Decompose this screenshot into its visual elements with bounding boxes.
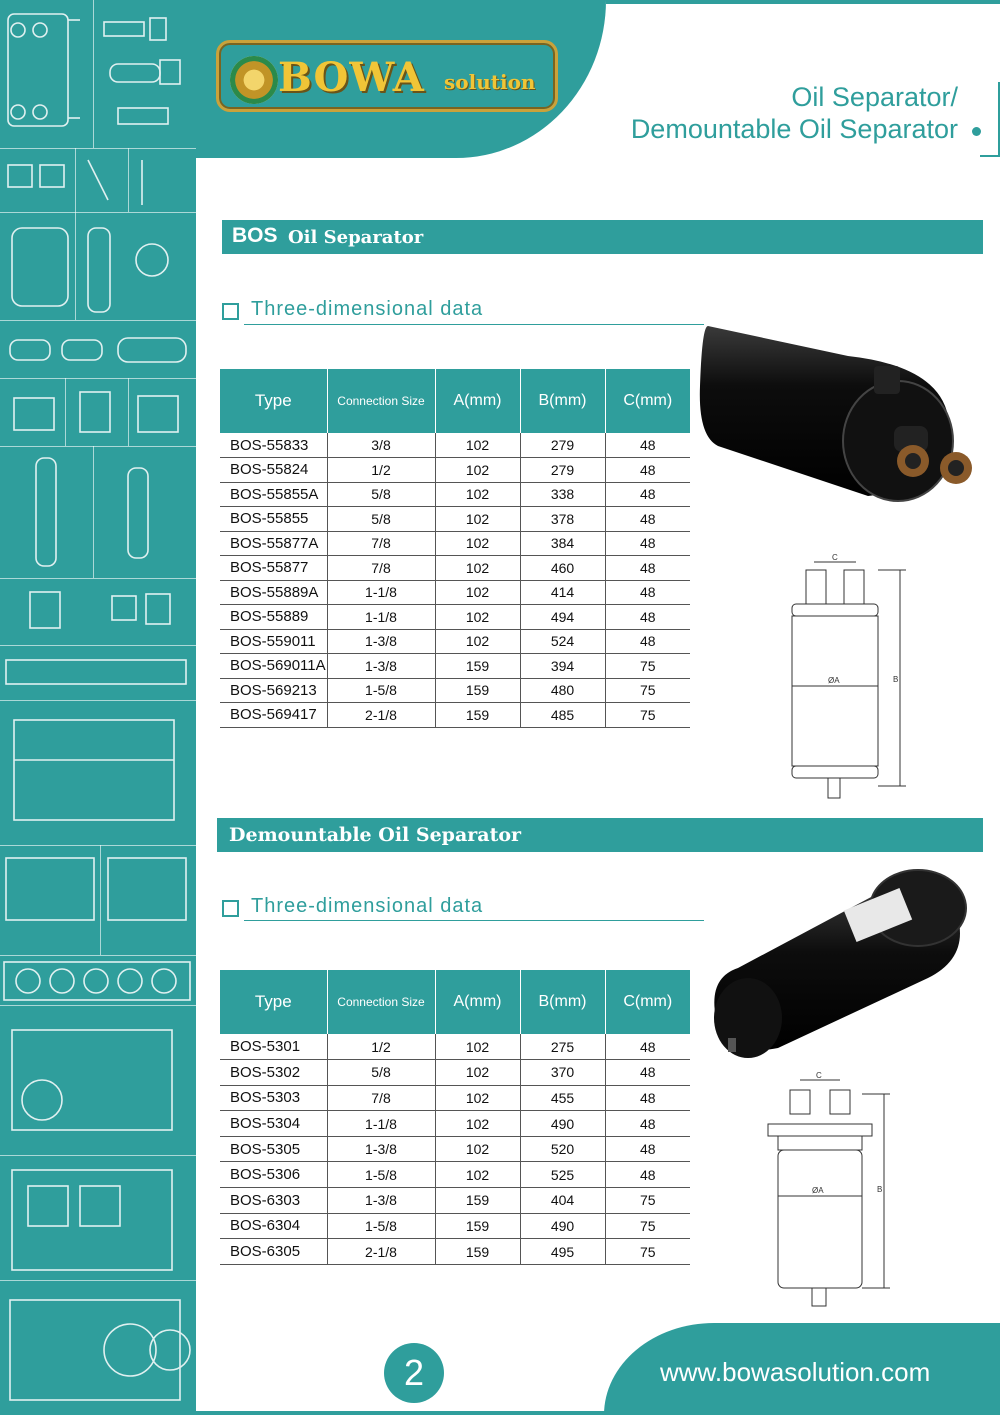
col-c-cell: 48 bbox=[605, 458, 690, 483]
col-c-cell: 48 bbox=[605, 629, 690, 654]
col-a-cell: 102 bbox=[435, 482, 520, 507]
col-connection-size-cell: 7/8 bbox=[327, 556, 435, 581]
label-a: ØA bbox=[828, 676, 840, 685]
col-connection-size-cell: 5/8 bbox=[327, 507, 435, 532]
spec-table-demountable bbox=[220, 970, 690, 1265]
table-row bbox=[220, 507, 690, 532]
title-bullet-icon bbox=[972, 127, 981, 136]
col-a-cell: 102 bbox=[435, 1034, 520, 1060]
col-c-cell: 48 bbox=[605, 507, 690, 532]
col-a-cell: 102 bbox=[435, 556, 520, 581]
col-a-cell: 102 bbox=[435, 605, 520, 630]
col-c-cell: 48 bbox=[605, 482, 690, 507]
sidebar-product-gallery bbox=[0, 0, 196, 1415]
col-b-cell: 394 bbox=[520, 654, 605, 679]
col-type-cell: BOS-569011A bbox=[220, 654, 327, 679]
col-a-header: A(mm) bbox=[435, 970, 520, 1034]
col-c-cell: 48 bbox=[605, 1111, 690, 1137]
col-type-cell: BOS-55889 bbox=[220, 605, 327, 630]
col-type-cell: BOS-6303 bbox=[220, 1188, 327, 1214]
label-c: C bbox=[832, 553, 838, 562]
col-connection-size-cell: 1-1/8 bbox=[327, 605, 435, 630]
col-connection-size-cell: 1-1/8 bbox=[327, 580, 435, 605]
table-row bbox=[220, 1239, 690, 1265]
col-connection-size-cell: 1-5/8 bbox=[327, 1162, 435, 1188]
col-c-header: C(mm) bbox=[605, 970, 690, 1034]
col-a-cell: 159 bbox=[435, 654, 520, 679]
col-c-cell: 75 bbox=[605, 678, 690, 703]
col-c-cell: 48 bbox=[605, 433, 690, 458]
col-b-cell: 525 bbox=[520, 1162, 605, 1188]
col-b-cell: 384 bbox=[520, 531, 605, 556]
col-a-cell: 159 bbox=[435, 1239, 520, 1265]
section-title: Oil Separator bbox=[288, 227, 424, 248]
col-type-cell: BOS-55824 bbox=[220, 458, 327, 483]
section-title: Demountable Oil Separator bbox=[229, 824, 522, 846]
col-b-cell: 338 bbox=[520, 482, 605, 507]
col-c-cell: 48 bbox=[605, 1162, 690, 1188]
label-b: B bbox=[893, 675, 899, 684]
section-title-bold: BOS bbox=[232, 224, 278, 247]
table-header-row bbox=[220, 369, 690, 433]
col-a-cell: 102 bbox=[435, 629, 520, 654]
table-header-row bbox=[220, 970, 690, 1034]
col-type-cell: BOS-5304 bbox=[220, 1111, 327, 1137]
product-photo-oil-separator bbox=[698, 296, 988, 516]
col-b-cell: 490 bbox=[520, 1213, 605, 1239]
col-b-header: B(mm) bbox=[520, 970, 605, 1034]
table-row bbox=[220, 1111, 690, 1137]
col-c-cell: 48 bbox=[605, 531, 690, 556]
col-b-cell: 275 bbox=[520, 1034, 605, 1060]
col-connection-size-cell: 1-3/8 bbox=[327, 1188, 435, 1214]
page-title-line1: Oil Separator/ bbox=[791, 82, 958, 112]
col-a-header: A(mm) bbox=[435, 369, 520, 433]
col-c-cell: 75 bbox=[605, 1239, 690, 1265]
table-row bbox=[220, 1136, 690, 1162]
col-b-cell: 455 bbox=[520, 1085, 605, 1111]
col-c-cell: 75 bbox=[605, 1213, 690, 1239]
section-bar-demountable bbox=[217, 818, 983, 852]
product-photo-demountable bbox=[708, 858, 978, 1058]
col-c-header: C(mm) bbox=[605, 369, 690, 433]
header-strip bbox=[606, 0, 1000, 4]
dimension-diagram-demountable bbox=[760, 1068, 900, 1318]
col-b-cell: 279 bbox=[520, 433, 605, 458]
col-type-header: Type bbox=[220, 970, 327, 1034]
col-connection-size-header: Connection Size bbox=[327, 970, 435, 1034]
table-row bbox=[220, 580, 690, 605]
col-connection-size-cell: 1-3/8 bbox=[327, 629, 435, 654]
col-b-cell: 460 bbox=[520, 556, 605, 581]
col-c-cell: 48 bbox=[605, 1085, 690, 1111]
table-row bbox=[220, 1060, 690, 1086]
col-b-cell: 480 bbox=[520, 678, 605, 703]
col-type-cell: BOS-6304 bbox=[220, 1213, 327, 1239]
col-type-cell: BOS-569417 bbox=[220, 703, 327, 728]
checkbox-square-icon bbox=[222, 303, 239, 320]
equipment-sketches bbox=[0, 0, 196, 1415]
section-bar-bos bbox=[222, 220, 983, 254]
col-connection-size-header: Connection Size bbox=[327, 369, 435, 433]
col-connection-size-cell: 1-5/8 bbox=[327, 678, 435, 703]
section-subheading: Three-dimensional data bbox=[251, 895, 484, 917]
col-connection-size-cell: 1-3/8 bbox=[327, 654, 435, 679]
col-b-cell: 279 bbox=[520, 458, 605, 483]
col-b-header: B(mm) bbox=[520, 369, 605, 433]
col-c-cell: 48 bbox=[605, 605, 690, 630]
col-type-header: Type bbox=[220, 369, 327, 433]
col-type-cell: BOS-6305 bbox=[220, 1239, 327, 1265]
section-subheading: Three-dimensional data bbox=[251, 298, 484, 320]
table-row bbox=[220, 1213, 690, 1239]
label-b: B bbox=[877, 1185, 883, 1194]
col-a-cell: 159 bbox=[435, 1213, 520, 1239]
col-type-cell: BOS-55877 bbox=[220, 556, 327, 581]
table-row bbox=[220, 629, 690, 654]
col-type-cell: BOS-55889A bbox=[220, 580, 327, 605]
footer-strip bbox=[196, 1411, 1000, 1415]
col-type-cell: BOS-55833 bbox=[220, 433, 327, 458]
table-row bbox=[220, 531, 690, 556]
col-b-cell: 490 bbox=[520, 1111, 605, 1137]
col-connection-size-cell: 2-1/8 bbox=[327, 1239, 435, 1265]
col-a-cell: 102 bbox=[435, 458, 520, 483]
col-a-cell: 102 bbox=[435, 1162, 520, 1188]
col-a-cell: 159 bbox=[435, 1188, 520, 1214]
col-connection-size-cell: 2-1/8 bbox=[327, 703, 435, 728]
col-type-cell: BOS-55855 bbox=[220, 507, 327, 532]
col-type-cell: BOS-5301 bbox=[220, 1034, 327, 1060]
col-c-cell: 48 bbox=[605, 1034, 690, 1060]
table-row bbox=[220, 678, 690, 703]
table-row bbox=[220, 703, 690, 728]
col-a-cell: 102 bbox=[435, 507, 520, 532]
col-b-cell: 524 bbox=[520, 629, 605, 654]
col-connection-size-cell: 1/2 bbox=[327, 1034, 435, 1060]
page-number: 2 bbox=[403, 1352, 425, 1393]
table-row bbox=[220, 1085, 690, 1111]
col-type-cell: BOS-559011 bbox=[220, 629, 327, 654]
brand-suffix: solution bbox=[444, 70, 536, 94]
label-a: ØA bbox=[812, 1186, 824, 1195]
col-b-cell: 404 bbox=[520, 1188, 605, 1214]
col-type-cell: BOS-5306 bbox=[220, 1162, 327, 1188]
col-a-cell: 102 bbox=[435, 1060, 520, 1086]
col-c-cell: 48 bbox=[605, 580, 690, 605]
table-row bbox=[220, 556, 690, 581]
table-row bbox=[220, 433, 690, 458]
col-type-cell: BOS-55877A bbox=[220, 531, 327, 556]
col-connection-size-cell: 1-1/8 bbox=[327, 1111, 435, 1137]
col-c-cell: 75 bbox=[605, 654, 690, 679]
table-row bbox=[220, 654, 690, 679]
col-b-cell: 520 bbox=[520, 1136, 605, 1162]
col-connection-size-cell: 1/2 bbox=[327, 458, 435, 483]
col-b-cell: 494 bbox=[520, 605, 605, 630]
col-b-cell: 495 bbox=[520, 1239, 605, 1265]
col-a-cell: 102 bbox=[435, 1085, 520, 1111]
col-type-cell: BOS-5303 bbox=[220, 1085, 327, 1111]
subheading-rule bbox=[244, 920, 704, 921]
spec-table-bos bbox=[220, 369, 690, 728]
table-row bbox=[220, 482, 690, 507]
col-type-cell: BOS-55855A bbox=[220, 482, 327, 507]
col-a-cell: 102 bbox=[435, 433, 520, 458]
col-c-cell: 75 bbox=[605, 1188, 690, 1214]
col-connection-size-cell: 3/8 bbox=[327, 433, 435, 458]
col-b-cell: 370 bbox=[520, 1060, 605, 1086]
table-row bbox=[220, 458, 690, 483]
dimension-diagram-bos bbox=[780, 550, 920, 812]
col-connection-size-cell: 5/8 bbox=[327, 1060, 435, 1086]
col-a-cell: 159 bbox=[435, 703, 520, 728]
table-row bbox=[220, 1034, 690, 1060]
col-connection-size-cell: 7/8 bbox=[327, 531, 435, 556]
col-connection-size-cell: 1-3/8 bbox=[327, 1136, 435, 1162]
logo-emblem-icon bbox=[230, 56, 278, 104]
checkbox-square-icon bbox=[222, 900, 239, 917]
col-b-cell: 414 bbox=[520, 580, 605, 605]
col-a-cell: 102 bbox=[435, 580, 520, 605]
col-b-cell: 378 bbox=[520, 507, 605, 532]
col-c-cell: 48 bbox=[605, 1136, 690, 1162]
table-row bbox=[220, 605, 690, 630]
col-b-cell: 485 bbox=[520, 703, 605, 728]
table-row bbox=[220, 1162, 690, 1188]
table-row bbox=[220, 1188, 690, 1214]
col-a-cell: 159 bbox=[435, 678, 520, 703]
col-c-cell: 48 bbox=[605, 556, 690, 581]
col-connection-size-cell: 5/8 bbox=[327, 482, 435, 507]
title-divider bbox=[980, 155, 1000, 157]
website-url[interactable]: www.bowasolution.com bbox=[660, 1357, 931, 1387]
col-type-cell: BOS-5302 bbox=[220, 1060, 327, 1086]
col-type-cell: BOS-569213 bbox=[220, 678, 327, 703]
col-a-cell: 102 bbox=[435, 531, 520, 556]
col-a-cell: 102 bbox=[435, 1136, 520, 1162]
label-c: C bbox=[816, 1071, 822, 1080]
col-c-cell: 48 bbox=[605, 1060, 690, 1086]
subheading-rule bbox=[244, 324, 704, 325]
col-type-cell: BOS-5305 bbox=[220, 1136, 327, 1162]
col-c-cell: 75 bbox=[605, 703, 690, 728]
col-connection-size-cell: 1-5/8 bbox=[327, 1213, 435, 1239]
page-title-line2: Demountable Oil Separator bbox=[630, 114, 958, 144]
col-a-cell: 102 bbox=[435, 1111, 520, 1137]
col-connection-size-cell: 7/8 bbox=[327, 1085, 435, 1111]
brand-name: BOWA bbox=[278, 54, 425, 101]
